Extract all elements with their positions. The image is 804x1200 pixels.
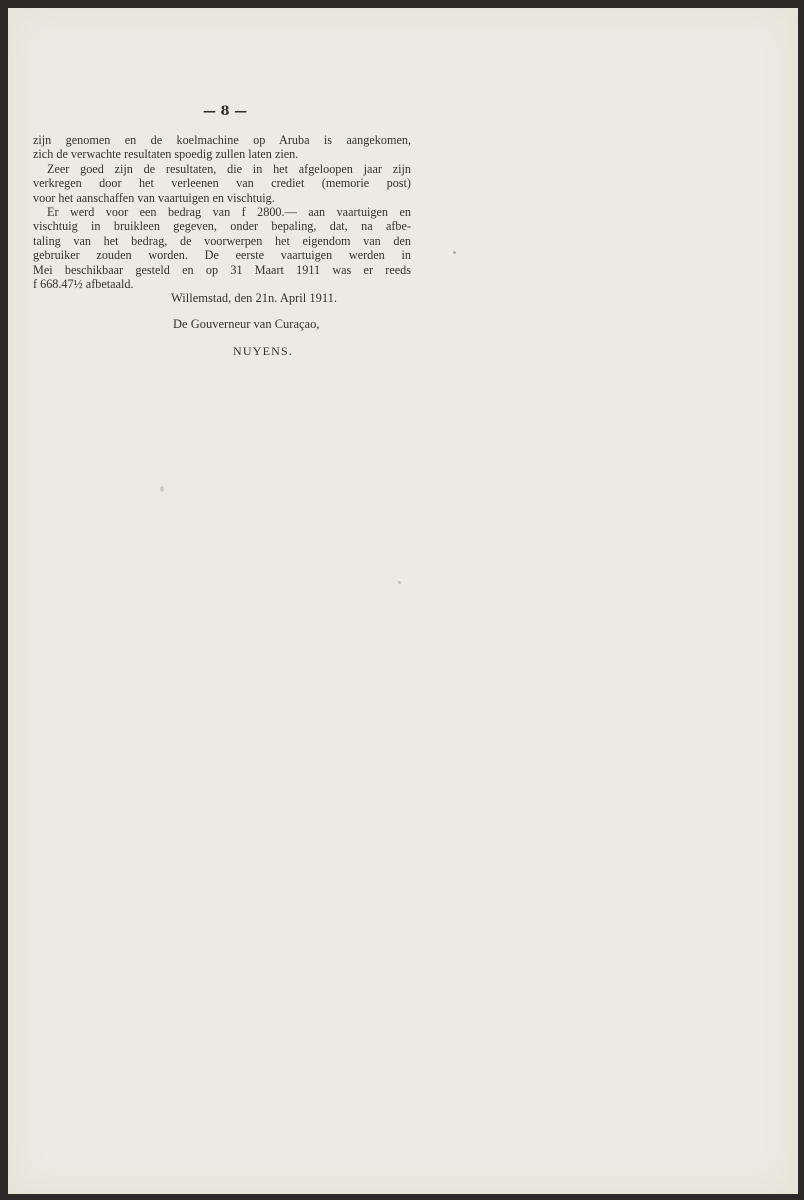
paper-speck <box>398 581 401 584</box>
document-page <box>8 8 798 1194</box>
text-line: taling van het bedrag, de voorwerpen het eigendom van den <box>33 233 411 248</box>
paper-speck <box>160 486 164 492</box>
text-line: verkregen door het verleenen van crediet (memorie post) <box>33 176 411 191</box>
text-line: Zeer goed zijn de resultaten, die in het afgeloopen jaar zijn <box>47 161 411 176</box>
signature-name: NUYENS. <box>233 344 294 358</box>
text-line: f 668.47½ afbetaald. <box>33 276 134 291</box>
text-line: voor het aanschaffen van vaartuigen en vischtuig. <box>33 190 275 205</box>
text-line: Mei beschikbaar gesteld en op 31 Maart 1911 was er reeds <box>33 262 411 277</box>
body-paragraph <box>33 133 411 291</box>
text-line: vischtuig in bruikleen gegeven, onder bepaling, dat, na afbe- <box>33 219 411 234</box>
text-line: gebruiker zouden worden. De eerste vaartuigen werden in <box>33 248 411 263</box>
page-number: — 8 — <box>203 104 248 119</box>
text-line: zijn genomen en de koelmachine op Aruba is aangekomen, <box>33 133 411 147</box>
paper-speck <box>453 251 456 254</box>
governor-title: De Gouverneur van Curaçao, <box>173 317 320 331</box>
text-line: Er werd voor een bedrag van f 2800.— aan vaartuigen en <box>47 204 411 219</box>
place-date: Willemstad, den 21n. April 1911. <box>171 291 338 305</box>
text-line: zich de verwachte resultaten spoedig zullen laten zien. <box>33 147 299 162</box>
